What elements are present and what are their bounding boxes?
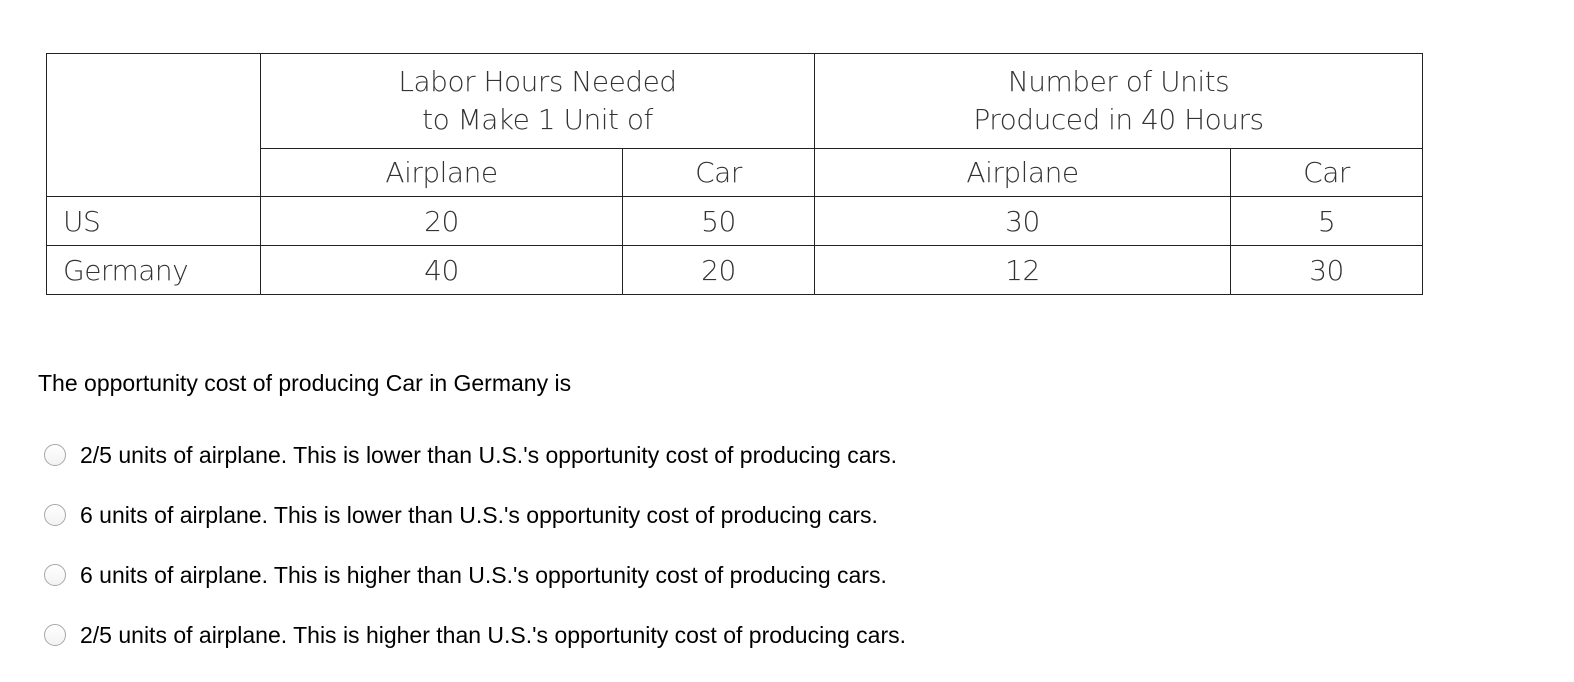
row-label: US — [47, 197, 261, 246]
header-line: to Make 1 Unit of — [422, 103, 653, 136]
table-cell: 40 — [261, 246, 623, 295]
table-group-header-row — [47, 54, 1423, 149]
radio-button[interactable] — [44, 564, 66, 586]
table-cell: 30 — [815, 197, 1231, 246]
header-line: Number of Units — [1007, 65, 1230, 98]
table-cell: 20 — [623, 246, 815, 295]
header-line: Labor Hours Needed — [398, 65, 677, 98]
table-corner-cell — [47, 54, 261, 197]
table-row — [47, 246, 1423, 295]
answer-option[interactable] — [44, 545, 906, 605]
table-cell: 50 — [623, 197, 815, 246]
answer-option[interactable] — [44, 485, 906, 545]
table-cell: 20 — [261, 197, 623, 246]
column-header: Airplane — [261, 149, 623, 197]
column-header: Car — [623, 149, 815, 197]
answer-option-label[interactable]: 2/5 units of airplane. This is lower than U.S.'s opportunity cost of producing cars. — [80, 442, 898, 468]
radio-button[interactable] — [44, 624, 66, 646]
answer-options — [44, 425, 906, 665]
table-cell: 12 — [815, 246, 1231, 295]
labor-hours-header — [261, 54, 815, 149]
answer-option[interactable] — [44, 425, 906, 485]
answer-option[interactable] — [44, 605, 906, 665]
column-header: Car — [1231, 149, 1423, 197]
answer-option-label[interactable]: 2/5 units of airplane. This is higher than U.S.'s opportunity cost of producing cars. — [80, 622, 907, 648]
table-cell: 30 — [1231, 246, 1423, 295]
row-label: Germany — [47, 246, 261, 295]
production-table — [46, 53, 1423, 295]
question-text: The opportunity cost of producing Car in Germany is — [38, 370, 572, 396]
column-header: Airplane — [815, 149, 1231, 197]
units-produced-header — [815, 54, 1423, 149]
answer-option-label[interactable]: 6 units of airplane. This is higher than U.S.'s opportunity cost of producing cars. — [80, 562, 887, 588]
radio-button[interactable] — [44, 444, 66, 466]
radio-button[interactable] — [44, 504, 66, 526]
table-row — [47, 197, 1423, 246]
answer-option-label[interactable]: 6 units of airplane. This is lower than U.S.'s opportunity cost of producing cars. — [80, 502, 878, 528]
header-line: Produced in 40 Hours — [973, 103, 1264, 136]
table-cell: 5 — [1231, 197, 1423, 246]
